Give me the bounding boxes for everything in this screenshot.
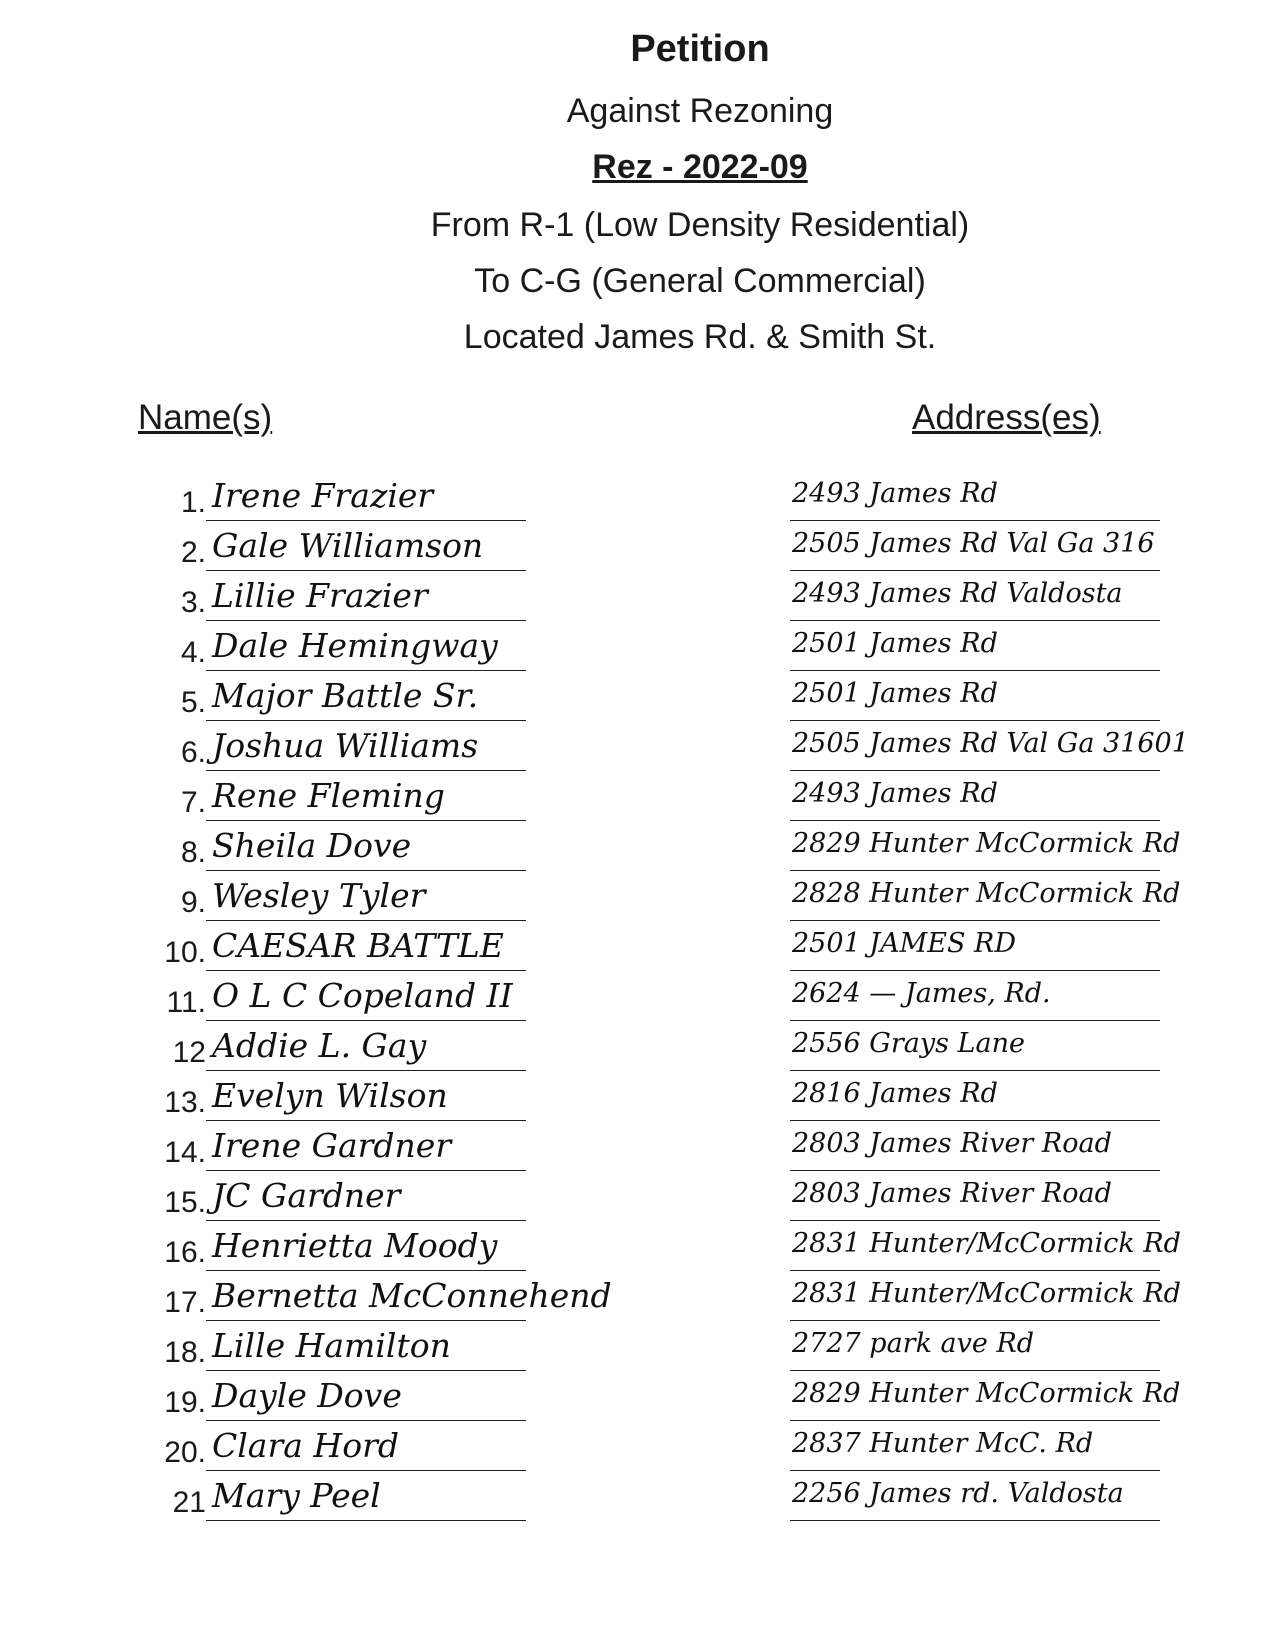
name-signature-line: [206, 570, 526, 571]
signer-address: 2501 James Rd: [792, 678, 998, 709]
to-zoning: To C-G (General Commercial): [474, 262, 926, 300]
signer-name: Rene Fleming: [212, 776, 445, 815]
address-signature-line: [790, 1420, 1160, 1421]
signer-address: 2828 Hunter McCormick Rd: [792, 878, 1181, 909]
row-number: 19.: [164, 1386, 206, 1419]
signature-row: [0, 1028, 1275, 1080]
address-signature-line: [790, 1470, 1160, 1471]
row-number: 20.: [164, 1436, 206, 1469]
signer-address: 2837 Hunter McC. Rd: [792, 1428, 1094, 1459]
signature-row: [0, 1478, 1275, 1530]
address-signature-line: [790, 870, 1160, 871]
signer-address: 2816 James Rd: [792, 1078, 998, 1109]
petition-subtitle: Against Rezoning: [566, 92, 834, 130]
address-signature-line: [790, 670, 1160, 671]
signature-row: [0, 1328, 1275, 1380]
address-signature-line: [790, 1020, 1160, 1021]
address-signature-line: [790, 970, 1160, 971]
name-signature-line: [206, 920, 526, 921]
signer-address: 2829 Hunter McCormick Rd: [792, 1378, 1181, 1409]
case-number: Rez - 2022-09: [592, 148, 808, 186]
signer-address: 2493 James Rd: [792, 478, 998, 509]
row-number: 10.: [164, 936, 206, 969]
signature-row: [0, 1278, 1275, 1330]
signature-row: [0, 1378, 1275, 1430]
row-number: 2.: [180, 536, 206, 569]
signer-address: 2505 James Rd Val Ga 31601: [792, 728, 1189, 759]
signer-name: Irene Frazier: [212, 476, 434, 515]
row-number: 15.: [164, 1186, 206, 1219]
name-signature-line: [206, 1020, 526, 1021]
signature-row: [0, 728, 1275, 780]
signer-name: Henrietta Moody: [212, 1226, 498, 1265]
signer-name: Gale Williamson: [212, 526, 484, 565]
signer-name: Addie L. Gay: [212, 1026, 427, 1065]
name-signature-line: [206, 1320, 526, 1321]
address-signature-line: [790, 1220, 1160, 1221]
row-number: 11.: [166, 986, 206, 1019]
signer-name: Joshua Williams: [212, 726, 479, 765]
addresses-column-header: Address(es): [912, 398, 1101, 437]
address-signature-line: [790, 1120, 1160, 1121]
signer-address: 2831 Hunter/McCormick Rd: [792, 1278, 1181, 1309]
signer-address: 2501 JAMES RD: [792, 928, 1017, 959]
signature-row: [0, 528, 1275, 580]
signer-name: Mary Peel: [212, 1476, 381, 1515]
row-number: 9.: [180, 886, 206, 919]
row-number: 16.: [164, 1236, 206, 1269]
signer-address: 2803 James River Road: [792, 1128, 1112, 1159]
address-signature-line: [790, 820, 1160, 821]
signer-address: 2829 Hunter McCormick Rd: [792, 828, 1181, 859]
address-signature-line: [790, 1520, 1160, 1521]
signer-name: Lille Hamilton: [212, 1326, 451, 1365]
signer-name: Bernetta McConnehend: [212, 1276, 612, 1315]
signature-row: [0, 1228, 1275, 1280]
row-number: 17.: [164, 1286, 206, 1319]
name-signature-line: [206, 1270, 526, 1271]
signature-row: [0, 628, 1275, 680]
address-signature-line: [790, 920, 1160, 921]
signature-row: [0, 1078, 1275, 1130]
signature-row: [0, 1428, 1275, 1480]
name-signature-line: [206, 1370, 526, 1371]
signer-name: Clara Hord: [212, 1426, 399, 1465]
name-signature-line: [206, 1220, 526, 1221]
from-zoning: From R-1 (Low Density Residential): [430, 206, 970, 244]
signer-name: Major Battle Sr.: [212, 676, 479, 715]
row-number: 12: [172, 1036, 206, 1069]
signer-name: Sheila Dove: [212, 826, 412, 865]
name-signature-line: [206, 1520, 526, 1521]
name-signature-line: [206, 1420, 526, 1421]
name-signature-line: [206, 770, 526, 771]
name-signature-line: [206, 720, 526, 721]
name-signature-line: [206, 520, 526, 521]
signer-address: 2501 James Rd: [792, 628, 998, 659]
signer-address: 2831 Hunter/McCormick Rd: [792, 1228, 1181, 1259]
address-signature-line: [790, 720, 1160, 721]
name-signature-line: [206, 620, 526, 621]
name-signature-line: [206, 670, 526, 671]
address-signature-line: [790, 1320, 1160, 1321]
property-location: Located James Rd. & Smith St.: [463, 318, 937, 356]
row-number: 3.: [180, 586, 206, 619]
signer-address: 2727 park ave Rd: [792, 1328, 1035, 1359]
signer-name: Dayle Dove: [212, 1376, 402, 1415]
row-number: 21: [172, 1486, 206, 1519]
petition-title: Petition: [630, 28, 770, 70]
signer-name: Wesley Tyler: [212, 876, 426, 915]
signer-name: Irene Gardner: [212, 1126, 452, 1165]
address-signature-line: [790, 620, 1160, 621]
address-signature-line: [790, 1070, 1160, 1071]
name-signature-line: [206, 870, 526, 871]
signature-row: [0, 778, 1275, 830]
signer-address: 2624 — James, Rd.: [792, 978, 1051, 1009]
name-signature-line: [206, 970, 526, 971]
row-number: 7.: [180, 786, 206, 819]
signer-address: 2493 James Rd Valdosta: [792, 578, 1123, 609]
signer-name: Dale Hemingway: [212, 626, 498, 665]
signer-name: Lillie Frazier: [212, 576, 428, 615]
signature-row: [0, 578, 1275, 630]
row-number: 8.: [180, 836, 206, 869]
name-signature-line: [206, 820, 526, 821]
signer-name: Evelyn Wilson: [212, 1076, 448, 1115]
signer-address: 2256 James rd. Valdosta: [792, 1478, 1124, 1509]
signer-name: JC Gardner: [212, 1176, 401, 1215]
signature-row: [0, 1128, 1275, 1180]
address-signature-line: [790, 570, 1160, 571]
address-signature-line: [790, 1270, 1160, 1271]
signature-row: [0, 1178, 1275, 1230]
name-signature-line: [206, 1070, 526, 1071]
name-signature-line: [206, 1120, 526, 1121]
signer-address: 2803 James River Road: [792, 1178, 1112, 1209]
row-number: 5.: [180, 686, 206, 719]
row-number: 13.: [164, 1086, 206, 1119]
signature-row: [0, 828, 1275, 880]
names-column-header: Name(s): [138, 398, 273, 437]
address-signature-line: [790, 1370, 1160, 1371]
signature-row: [0, 928, 1275, 980]
signer-address: 2556 Grays Lane: [792, 1028, 1025, 1059]
row-number: 14.: [164, 1136, 206, 1169]
signature-row: [0, 978, 1275, 1030]
signer-address: 2493 James Rd: [792, 778, 998, 809]
signature-row: [0, 678, 1275, 730]
row-number: 4.: [180, 636, 206, 669]
signer-address: 2505 James Rd Val Ga 316: [792, 528, 1155, 559]
name-signature-line: [206, 1470, 526, 1471]
signer-name: CAESAR BATTLE: [212, 926, 504, 965]
signature-row: [0, 478, 1275, 530]
row-number: 1.: [180, 486, 206, 519]
row-number: 18.: [164, 1336, 206, 1369]
signature-row: [0, 878, 1275, 930]
address-signature-line: [790, 770, 1160, 771]
address-signature-line: [790, 520, 1160, 521]
row-number: 6.: [180, 736, 206, 769]
name-signature-line: [206, 1170, 526, 1171]
signer-name: O L C Copeland II: [212, 976, 513, 1015]
address-signature-line: [790, 1170, 1160, 1171]
